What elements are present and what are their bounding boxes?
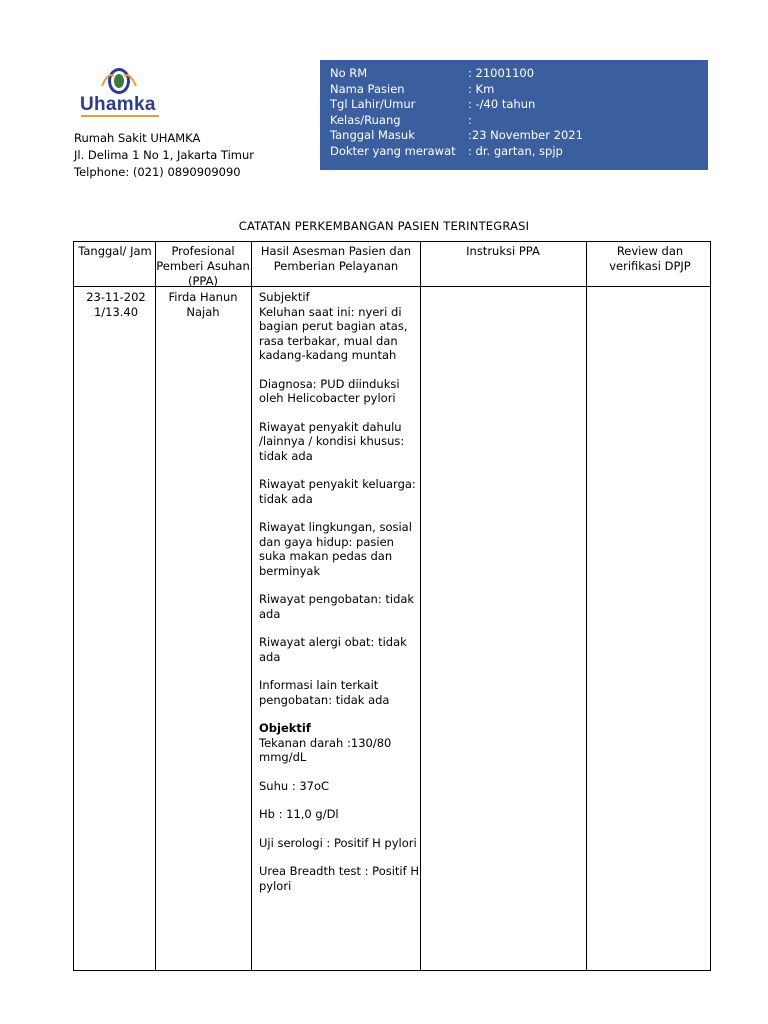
subjective-note: Keluhan saat ini: nyeri di bagian perut bagian atas, rasa terbakar, mual dan kadang-kadang muntah (259, 304, 408, 362)
patient-value: : (468, 112, 472, 127)
header-tanggal: Tanggal/ Jam (78, 244, 152, 258)
header-instruksi: Instruksi PPA (466, 244, 540, 258)
hospital-phone: Telphone: (021) 0890909090 (74, 165, 241, 179)
header-ppa: Profesional Pemberi Asuhan (PPA) (156, 244, 250, 288)
patient-label: Nama Pasien (330, 81, 405, 96)
patient-info-box (320, 60, 708, 170)
objective-note: Suhu : 37oC (259, 778, 330, 793)
patient-value: : Km (468, 81, 495, 96)
objective-note: Hb : 11,0 g/Dl (259, 807, 339, 821)
cell-assessment (259, 290, 419, 893)
column-divider (586, 242, 587, 970)
subjective-note: Riwayat pengobatan: tidak ada (259, 592, 415, 621)
patient-label: Tgl Lahir/Umur (330, 97, 416, 111)
hospital-info (74, 130, 254, 181)
subjective-note: Riwayat penyakit dahulu /lainnya / kondisi khusus: tidak ada (259, 419, 405, 463)
objective-heading: Objektif (259, 721, 311, 735)
patient-value: : 21001100 (468, 66, 535, 80)
cell-date: 23-11-2021/13.40 (86, 290, 146, 319)
logo-subtext-bar (81, 115, 159, 117)
column-divider (251, 242, 252, 970)
patient-label: No RM (330, 66, 368, 80)
hospital-address: Jl. Delima 1 No 1, Jakarta Timur (74, 148, 254, 162)
logo-text: Uhamka (80, 94, 156, 115)
subjective-note: Diagnosa: PUD diinduksi oleh Helicobacter pylori (259, 376, 400, 405)
subjective-heading: Subjektif (259, 290, 310, 304)
subjective-note: Informasi lain terkait pengobatan: tidak ada (259, 678, 390, 707)
objective-note: Uji serologi : Positif H pylori (259, 835, 417, 850)
objective-note: Urea Breadth test : Positif H pylori (259, 864, 419, 893)
progress-notes-table (73, 241, 711, 971)
objective-note: Tekanan darah :130/80 mmg/dL (259, 735, 392, 764)
hospital-name: Rumah Sakit UHAMKA (74, 131, 201, 145)
patient-value: : dr. gartan, spjp (468, 143, 563, 158)
patient-value: :23 November 2021 (468, 128, 583, 142)
header-review: Review dan verifikasi DPJP (609, 244, 691, 273)
column-divider (155, 242, 156, 970)
subjective-note: Riwayat penyakit keluarga: tidak ada (259, 477, 416, 506)
patient-label: Kelas/Ruang (330, 112, 401, 127)
subjective-note: Riwayat lingkungan, sosial dan gaya hidup: pasien suka makan pedas dan berminyak (259, 520, 412, 578)
subjective-note: Riwayat alergi obat: tidak ada (259, 635, 407, 664)
uhamka-logo (80, 66, 162, 120)
patient-label: Dokter yang merawat (330, 143, 456, 158)
document-title: CATATAN PERKEMBANGAN PASIEN TERINTEGRASI (238, 219, 530, 233)
uhamka-emblem-icon (100, 66, 138, 96)
column-divider (420, 242, 421, 970)
patient-value: : -/40 tahun (468, 97, 536, 111)
header-hasil-asesman: Hasil Asesman Pasien dan Pemberian Pelayanan (260, 244, 412, 273)
patient-label: Tanggal Masuk (330, 128, 415, 142)
cell-ppa: Firda Hanun Najah (168, 290, 238, 319)
